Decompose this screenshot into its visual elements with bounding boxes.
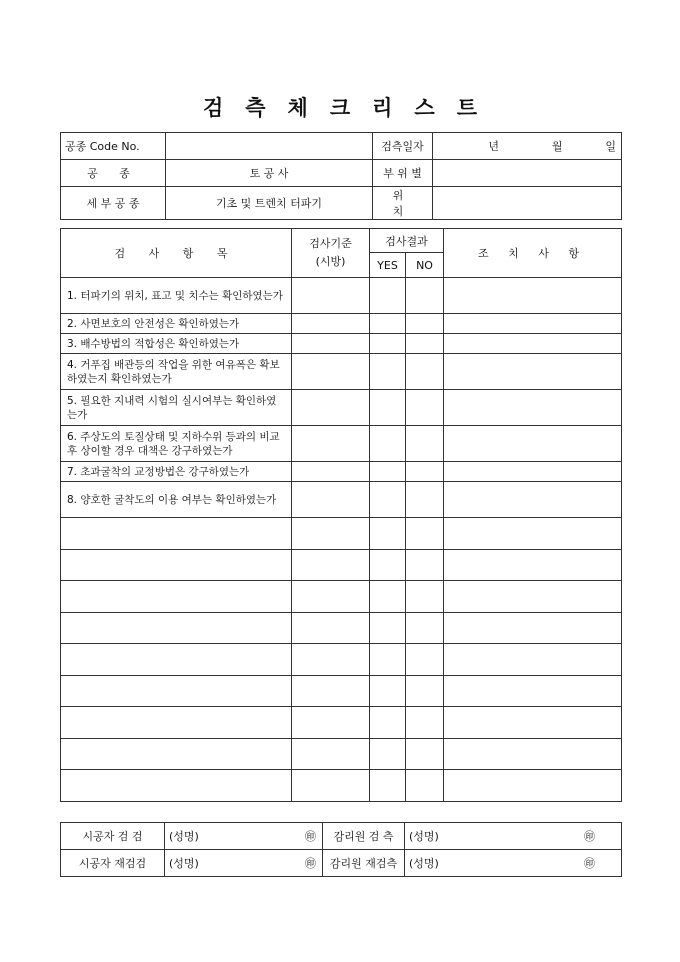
action-cell[interactable]: [444, 482, 622, 518]
yes-cell[interactable]: [370, 707, 406, 739]
action-cell[interactable]: [444, 549, 622, 581]
item-text: [61, 738, 292, 770]
code-label: 공종 Code No.: [61, 133, 166, 160]
code-value[interactable]: [166, 133, 373, 160]
supervisor-inspect-label: 감리원 검 측: [323, 823, 405, 850]
standard-cell[interactable]: [292, 334, 370, 354]
standard-cell[interactable]: [292, 482, 370, 518]
action-cell[interactable]: [444, 278, 622, 314]
yes-cell[interactable]: [370, 334, 406, 354]
standard-cell[interactable]: [292, 581, 370, 613]
yes-cell[interactable]: [370, 354, 406, 390]
yes-cell[interactable]: [370, 278, 406, 314]
name-placeholder: (성명): [409, 830, 439, 843]
signature-table: [60, 822, 622, 877]
no-cell[interactable]: [406, 314, 444, 334]
standard-cell[interactable]: [292, 707, 370, 739]
action-cell[interactable]: [444, 518, 622, 550]
no-cell[interactable]: [406, 644, 444, 676]
checklist-blank-row: [61, 612, 622, 644]
no-cell[interactable]: [406, 334, 444, 354]
standard-cell[interactable]: [292, 278, 370, 314]
action-cell[interactable]: [444, 675, 622, 707]
signature-row-1: [61, 823, 622, 850]
standard-cell[interactable]: [292, 770, 370, 802]
action-cell[interactable]: [444, 354, 622, 390]
checklist-blank-row: [61, 549, 622, 581]
yes-cell[interactable]: [370, 675, 406, 707]
item-text: 3. 배수방법의 적합성은 확인하였는가: [61, 334, 292, 354]
action-cell[interactable]: [444, 462, 622, 482]
no-cell[interactable]: [406, 675, 444, 707]
yes-cell[interactable]: [370, 482, 406, 518]
inspection-date-value[interactable]: [433, 133, 622, 160]
checklist-header-row: [61, 229, 622, 253]
yes-cell[interactable]: [370, 549, 406, 581]
standard-cell[interactable]: [292, 426, 370, 462]
signature-row-2: [61, 850, 622, 877]
work-type-label: 공 종: [61, 160, 166, 187]
checklist-blank-row: [61, 581, 622, 613]
checklist-row: [61, 390, 622, 426]
checklist-body: [61, 278, 622, 802]
contractor-reinspect-label: 시공자 재검검: [61, 850, 165, 877]
checklist-blank-row: [61, 770, 622, 802]
contractor-inspect-sign[interactable]: [165, 823, 323, 850]
seal-icon: ㊞: [584, 857, 595, 870]
action-cell[interactable]: [444, 314, 622, 334]
inspection-date-label: 검측일자: [373, 133, 433, 160]
col-action-header: 조 치 사 항: [444, 229, 622, 278]
item-text: 2. 사면보호의 안전성은 확인하였는가: [61, 314, 292, 334]
detail-work-value[interactable]: 기초 및 트렌치 터파기: [166, 187, 373, 220]
col-standard-header: 검사기준 (시방): [292, 229, 370, 278]
standard-cell[interactable]: [292, 518, 370, 550]
action-cell[interactable]: [444, 426, 622, 462]
detail-work-label: 세 부 공 종: [61, 187, 166, 220]
action-cell[interactable]: [444, 334, 622, 354]
item-text: 6. 주상도의 토질상태 및 지하수위 등과의 비교후 상이할 경우 대책은 강구하였는가: [61, 426, 292, 462]
info-row-work: [61, 160, 622, 187]
part-label: 부 위 별: [373, 160, 433, 187]
item-text: [61, 707, 292, 739]
item-text: 8. 양호한 굴착도의 이용 여부는 확인하였는가: [61, 482, 292, 518]
yes-cell[interactable]: [370, 426, 406, 462]
item-text: 5. 필요한 지내력 시험의 실시여부는 확인하였는가: [61, 390, 292, 426]
yes-cell[interactable]: [370, 612, 406, 644]
item-text: [61, 518, 292, 550]
yes-cell[interactable]: [370, 518, 406, 550]
action-cell[interactable]: [444, 707, 622, 739]
yes-cell[interactable]: [370, 462, 406, 482]
checklist-table: [60, 228, 622, 802]
no-cell[interactable]: [406, 354, 444, 390]
yes-cell[interactable]: [370, 314, 406, 334]
action-cell[interactable]: [444, 581, 622, 613]
standard-cell[interactable]: [292, 738, 370, 770]
info-table: [60, 132, 622, 220]
yes-cell[interactable]: [370, 738, 406, 770]
item-text: 7. 초과굴착의 교정방법은 강구하였는가: [61, 462, 292, 482]
standard-cell[interactable]: [292, 612, 370, 644]
no-cell[interactable]: [406, 770, 444, 802]
action-cell[interactable]: [444, 770, 622, 802]
checklist-row: [61, 462, 622, 482]
checklist-row: [61, 334, 622, 354]
work-type-value[interactable]: 토 공 사: [166, 160, 373, 187]
item-text: 4. 거푸집 배관등의 작업을 위한 여유폭은 확보하였는지 확인하였는가: [61, 354, 292, 390]
checklist-blank-row: [61, 644, 622, 676]
checklist-row: [61, 354, 622, 390]
no-cell[interactable]: [406, 482, 444, 518]
supervisor-reinspect-sign[interactable]: [405, 850, 622, 877]
no-cell[interactable]: [406, 518, 444, 550]
name-placeholder: (성명): [169, 830, 199, 843]
standard-cell[interactable]: [292, 314, 370, 334]
name-placeholder: (성명): [409, 857, 439, 870]
supervisor-reinspect-label: 감리원 재검측: [323, 850, 405, 877]
no-cell[interactable]: [406, 707, 444, 739]
seal-icon: ㊞: [305, 857, 316, 870]
col-item-header: 검 사 항 목: [61, 229, 292, 278]
name-placeholder: (성명): [169, 857, 199, 870]
page-title: 검측체크리스트: [202, 95, 499, 120]
info-row-code: [61, 133, 622, 160]
yes-cell[interactable]: [370, 581, 406, 613]
yes-cell[interactable]: [370, 644, 406, 676]
col-result-header: 검사결과: [370, 229, 444, 253]
action-cell[interactable]: [444, 612, 622, 644]
location-value[interactable]: [433, 187, 622, 220]
checklist-row: [61, 426, 622, 462]
col-yes-header: YES: [370, 253, 406, 278]
checklist-blank-row: [61, 675, 622, 707]
item-text: 1. 터파기의 위치, 표고 및 치수는 확인하였는가: [61, 278, 292, 314]
date-month: 월: [551, 140, 563, 153]
item-text: [61, 675, 292, 707]
seal-icon: ㊞: [305, 830, 316, 843]
standard-cell[interactable]: [292, 549, 370, 581]
checklist-row: [61, 482, 622, 518]
no-cell[interactable]: [406, 462, 444, 482]
standard-cell[interactable]: [292, 354, 370, 390]
seal-icon: ㊞: [584, 830, 595, 843]
supervisor-inspect-sign[interactable]: [405, 823, 622, 850]
yes-cell[interactable]: [370, 390, 406, 426]
item-text: [61, 770, 292, 802]
col-no-header: NO: [406, 253, 444, 278]
checklist-blank-row: [61, 707, 622, 739]
item-text: [61, 549, 292, 581]
info-row-detail: [61, 187, 622, 220]
location-label: 위 치: [373, 187, 433, 220]
no-cell[interactable]: [406, 612, 444, 644]
no-cell[interactable]: [406, 549, 444, 581]
standard-cell[interactable]: [292, 462, 370, 482]
action-cell[interactable]: [444, 644, 622, 676]
no-cell[interactable]: [406, 426, 444, 462]
yes-cell[interactable]: [370, 770, 406, 802]
no-cell[interactable]: [406, 738, 444, 770]
date-day: 일: [605, 140, 616, 153]
action-cell[interactable]: [444, 390, 622, 426]
standard-cell[interactable]: [292, 675, 370, 707]
item-text: [61, 612, 292, 644]
standard-cell[interactable]: [292, 390, 370, 426]
action-cell[interactable]: [444, 738, 622, 770]
standard-cell[interactable]: [292, 644, 370, 676]
checklist-blank-row: [61, 518, 622, 550]
contractor-inspect-label: 시공자 검 검: [61, 823, 165, 850]
checklist-row: [61, 278, 622, 314]
no-cell[interactable]: [406, 390, 444, 426]
no-cell[interactable]: [406, 278, 444, 314]
date-year: 년: [488, 140, 499, 153]
checklist-row: [61, 314, 622, 334]
checklist-blank-row: [61, 738, 622, 770]
contractor-reinspect-sign[interactable]: [165, 850, 323, 877]
no-cell[interactable]: [406, 581, 444, 613]
item-text: [61, 581, 292, 613]
part-value[interactable]: [433, 160, 622, 187]
item-text: [61, 644, 292, 676]
